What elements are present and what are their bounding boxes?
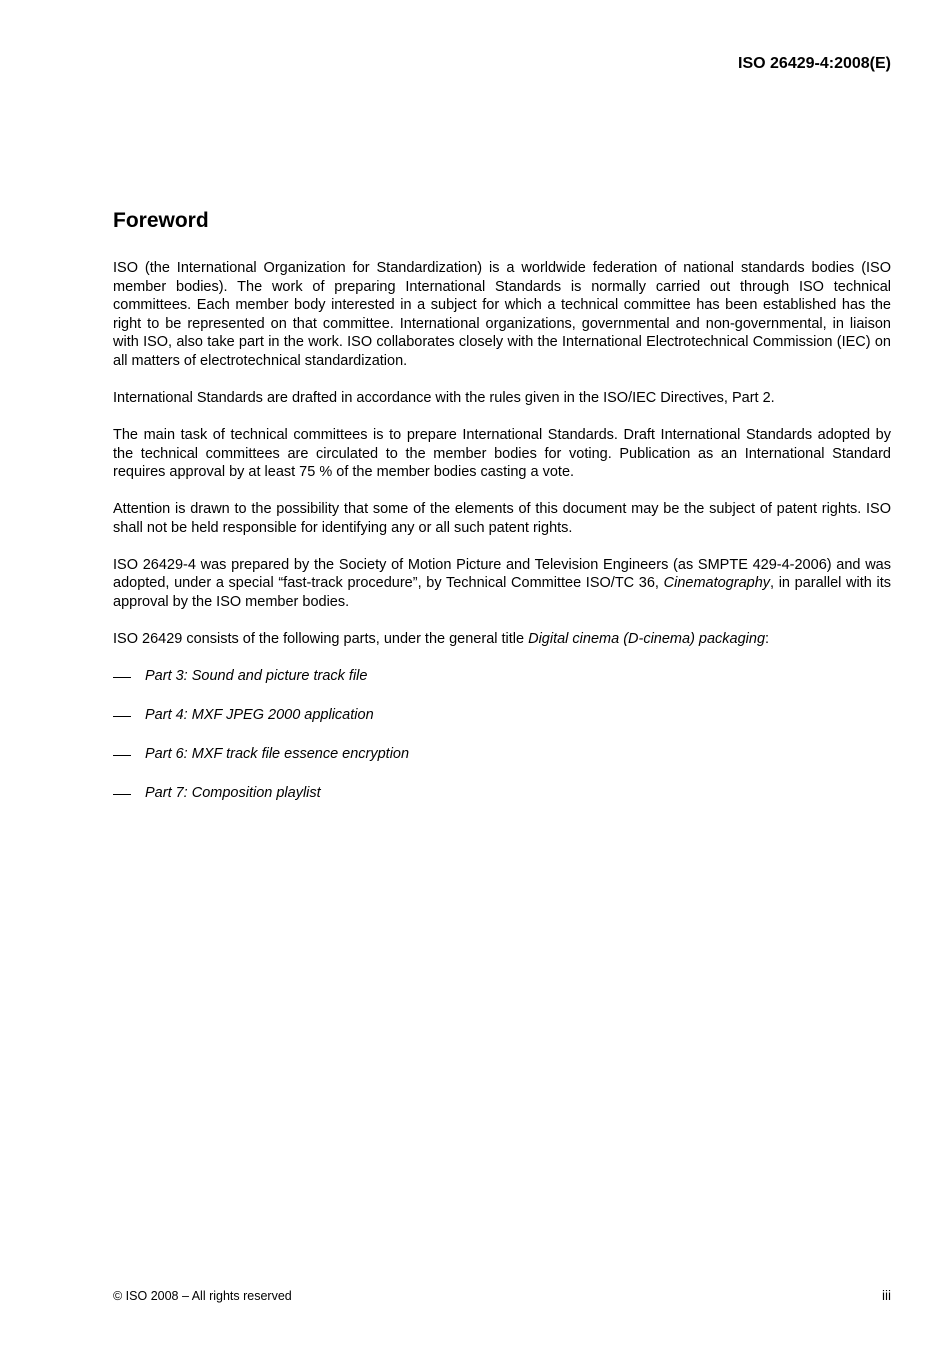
- page-number: iii: [882, 1288, 891, 1303]
- list-item: [113, 784, 891, 803]
- dash-bullet-icon: [113, 677, 131, 678]
- list-item: [113, 745, 891, 764]
- paragraph-directives: International Standards are drafted in accordance with the rules given in the ISO/IEC Directives, Part 2.: [113, 389, 775, 406]
- part-title: Part 4: MXF JPEG 2000 application: [145, 706, 374, 723]
- paragraph-parts-intro: [113, 630, 891, 649]
- paragraph-technical-committees: The main task of technical committees is to prepare International Standards. Draft International Standards adopted by the technical committees are circulated to the member bodies for voting. Publication as an International Standard requires approval by at least 75 % of the member bodies casting a vote.: [113, 426, 891, 481]
- copyright-footer: © ISO 2008 – All rights reserved: [113, 1289, 292, 1303]
- dash-bullet-icon: [113, 716, 131, 717]
- dash-bullet-icon: [113, 794, 131, 795]
- page-title: Foreword: [113, 209, 209, 232]
- document-id-header: ISO 26429-4:2008(E): [738, 55, 891, 72]
- part-title: Part 7: Composition playlist: [145, 784, 321, 801]
- paragraph-preparation: [113, 556, 891, 612]
- part-title: Part 6: MXF track file essence encryption: [145, 745, 410, 762]
- preparation-text-start: ISO 26429-4 was prepared by the Society of Motion Picture and Television Engineers (as SMPTE 429-4-2006) and was adopted, under a special “fast-track procedure”, by Technical Committee ISO/TC 36,: [113, 556, 891, 592]
- parts-intro-colon: :: [765, 630, 770, 647]
- general-title: Digital cinema (D-cinema) packaging: [528, 630, 766, 647]
- part-title: Part 3: Sound and picture track file: [145, 667, 368, 684]
- paragraph-iso-federation: ISO (the International Organization for Standardization) is a worldwide federation of national standards bodies (ISO member bodies). The work of preparing International Standards is normally carried out through ISO technical committees. Each member body interested in a subject for which a technical committee has been established has the right to be represented on that committee. International organizations, governmental and non-governmental, in liaison with ISO, also take part in the work. ISO collaborates closely with the International Electrotechnical Commission (IEC) on all matters of electrotechnical standardization.: [113, 260, 891, 369]
- list-item: [113, 667, 891, 686]
- paragraph-patent-rights: Attention is drawn to the possibility that some of the elements of this document may be the subject of patent rights. ISO shall not be held responsible for identifying any or all such patent rights.: [113, 501, 891, 536]
- foreword-body: [113, 259, 891, 822]
- dash-bullet-icon: [113, 755, 131, 756]
- parts-list: [113, 667, 891, 802]
- committee-title: Cinematography: [663, 575, 771, 592]
- preparation-text-end: , in parallel with its approval by the ISO member bodies.: [113, 575, 891, 610]
- list-item: [113, 706, 891, 725]
- parts-intro-text: ISO 26429 consists of the following parts, under the general title: [113, 630, 529, 647]
